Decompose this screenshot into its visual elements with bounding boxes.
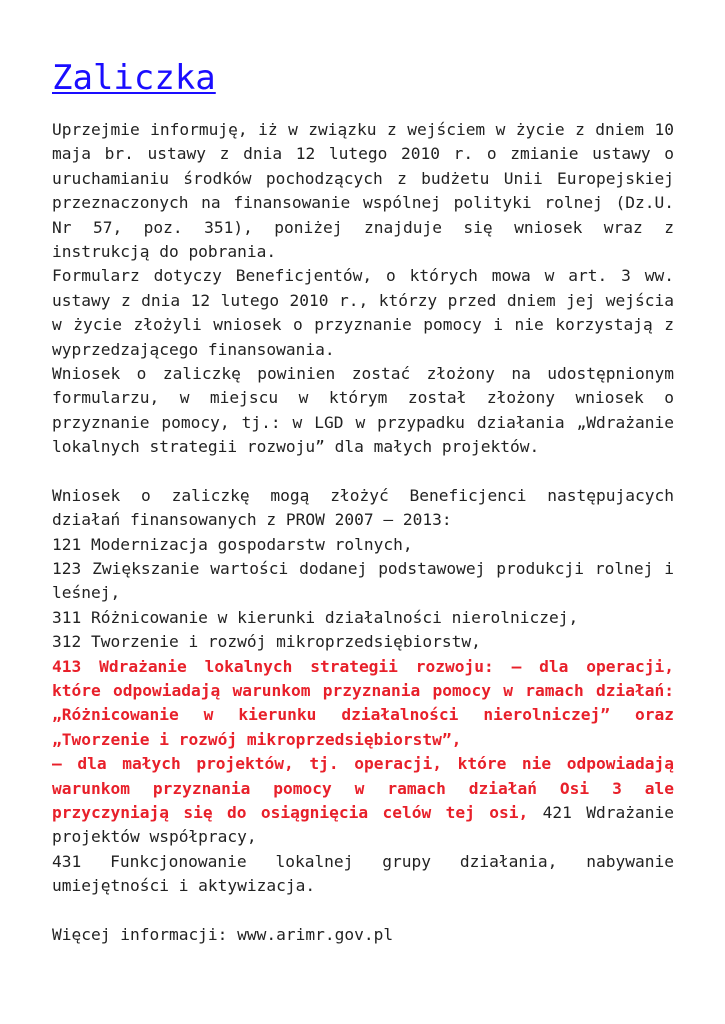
intro-paragraph — [52, 118, 674, 460]
actions-intro: Wniosek o zaliczkę mogą złożyć Beneficjenci następujacych działań finansowanych z PROW 2007 – 2013: — [52, 485, 674, 530]
highlighted-small-projects: – dla małych projektów, tj. operacji, które nie odpowiadają warunkom przyznania pomocy w ramach działań Osi 3 ale przyczyniają się do osiągnięcia celów tej osi, — [52, 754, 674, 822]
action-item-311: 311 Różnicowanie w kierunki działalności nierolniczej, — [52, 607, 579, 627]
action-item-312: 312 Tworzenie i rozwój mikroprzedsiębiorstw, — [52, 632, 481, 652]
page-title — [52, 56, 674, 100]
title-link[interactable]: Zaliczka — [52, 58, 216, 98]
more-info-paragraph — [52, 923, 674, 947]
intro-text-2: Formularz dotyczy Beneficjentów, o których mowa w art. 3 ww. ustawy z dnia 12 lutego 2010 r., którzy przed dniem jej wejścia w życie złożyli wniosek o przyznanie pomocy i nie korzystają z wyprzedzającego finansowania. — [52, 266, 674, 359]
more-info-text: Więcej informacji: www.arimr.gov.pl — [52, 924, 394, 944]
article — [52, 56, 674, 947]
action-item-421: 421 Wdrażanie projektów współpracy, — [52, 802, 674, 847]
highlighted-action-413: 413 Wdrażanie lokalnych strategii rozwoju: – dla operacji, które odpowiadają warunkom przyznania pomocy w ramach działań: „Różnicowanie w kierunku działalności nierolniczej” oraz „Tworzenie i rozwój mikroprzedsiębiorstw”, — [52, 656, 674, 749]
intro-text-1: Uprzejmie informuję, iż w związku z wejściem w życie z dniem 10 maja br. ustawy z dnia 12 lutego 2010 r. o zmianie ustawy o uruchamianiu środków pochodzących z budżetu Unii Europejskiej przeznaczonych na finansowanie wspólnej polityki rolnej (Dz.U. Nr 57, poz. 351), poniżej znajduje się wniosek wraz z instrukcją do pobrania. — [52, 120, 674, 262]
action-item-123: 123 Zwiększanie wartości dodanej podstawowej produkcji rolnej i leśnej, — [52, 558, 674, 603]
action-item-121: 121 Modernizacja gospodarstw rolnych, — [52, 534, 413, 554]
action-item-431: 431 Funkcjonowanie lokalnej grupy działania, nabywanie umiejętności i aktywizacja. — [52, 851, 674, 896]
actions-paragraph — [52, 484, 674, 899]
intro-text-3: Wniosek o zaliczkę powinien zostać złożony na udostępnionym formularzu, w miejscu w którym został złożony wniosek o przyznanie pomocy, tj.: w LGD w przypadku działania „Wdrażanie lokalnych strategii rozwoju” dla małych projektów. — [52, 364, 674, 457]
